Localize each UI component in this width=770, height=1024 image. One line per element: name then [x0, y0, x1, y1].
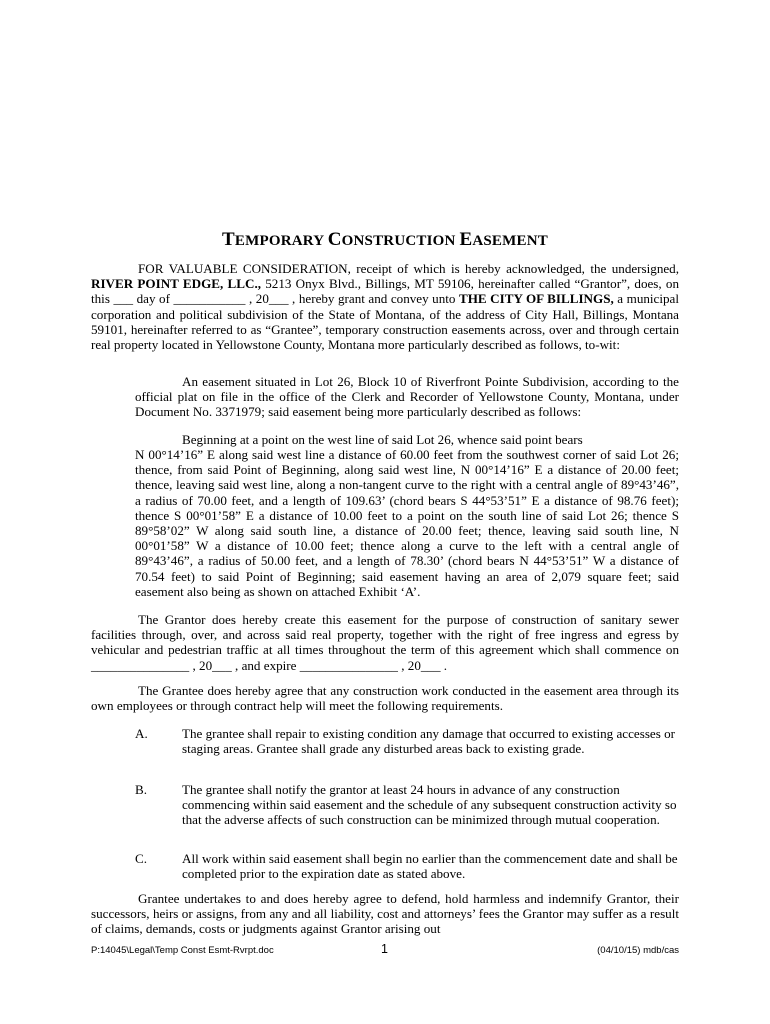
- agreement-paragraph: The Grantee does hereby agree that any construction work conducted in the easement area through its own employees or through contract help will meet the following requirements.: [91, 683, 679, 714]
- requirement-text: The grantee shall notify the grantor at least 24 hours in advance of any construction commencing within said easement and the schedule of any subsequent construction activity so that the adverse affects of such construction can be minimized through mutual cooperation.: [182, 782, 677, 828]
- footer-file-path: P:14045\Legal\Temp Const Esmt-Rvrpt.doc: [91, 945, 274, 956]
- page-footer: [91, 942, 679, 958]
- document-title: [0, 229, 770, 251]
- title-cap: E: [459, 229, 473, 250]
- intro-text: FOR VALUABLE CONSIDERATION, receipt of which is hereby acknowledged, the undersigned,: [138, 261, 679, 276]
- intro-text: 5213 Onyx Blvd., Billings, MT 59106, hereinafter called “Grantor”, does, on this ___ day of ___________ , 20___ , hereby grant and convey unto: [91, 276, 679, 307]
- legal-description-body: N 00°14’16” E along said west line a distance of 60.00 feet from the southwest corner of said Lot 26; thence, from said Point of Beginning, along said west line, N 00°14’16” E a distance of 20.00 feet; thence, leaving said west line, along a non-tangent curve to the right with a central angle of 89°43’46”, a radius of 70.00 feet, and a length of 109.63’ (chord bears S 44°53’51” E a distance of 98.76 feet); thence S 00°01’58” E a distance of 10.00 feet to a point on the south line of said Lot 26; thence S 89°58’02” W along said south line, a distance of 20.00 feet; thence, leaving said south line, N 00°01’58” W a distance of 10.00 feet; thence along a curve to the left with a central angle of 89°43’46”, a radius of 50.00 feet, and a length of 78.30’ (chord bears N 44°53’51” W a distance of 70.54 feet) to said Point of Beginning; said easement having an area of 2,079 square feet; said easement also being as shown on attached Exhibit ‘A’.: [135, 447, 679, 599]
- footer-page-number: 1: [381, 942, 388, 956]
- title-rest: ONSTRUCTION: [341, 233, 456, 249]
- requirement-item: [135, 726, 679, 772]
- requirement-letter: B.: [135, 782, 148, 797]
- grantee-name: THE CITY OF BILLINGS,: [459, 291, 614, 307]
- intro-paragraph: [91, 261, 679, 352]
- indemnity-paragraph: Grantee undertakes to and does hereby agree to defend, hold harmless and indemnify Grantor, their successors, heirs or assigns, from any and all liability, cost and attorneys’ fees the Grantor may suffer as a result of claims, demands, costs or judgments against Grantor arising out: [91, 891, 679, 937]
- title-cap: T: [222, 229, 235, 250]
- legal-description-first-line: Beginning at a point on the west line of said Lot 26, whence said point bears: [182, 432, 583, 447]
- title-rest: EMPORARY: [234, 233, 324, 249]
- footer-date-initials: (04/10/15) mdb/cas: [597, 945, 679, 956]
- title-rest: ASEMENT: [472, 233, 548, 249]
- purpose-paragraph: The Grantor does hereby create this easement for the purpose of construction of sanitary sewer facilities through, over, and across said real property, together with the right of free ingress and egress by vehicular and pedestrian traffic at all times throughout the term of this agreement which shall commence on _______________ , 20___ , and expire _______________ , 20___ .: [91, 612, 679, 673]
- intro-text: a municipal corporation and political subdivision of the State of Montana, of the address of City Hall, Billings, Montana 59101, hereinafter referred to as “Grantee”, temporary construction easements across, over and through certain real property located in Yellowstone County, Montana more particularly described as follows, to-wit:: [91, 291, 679, 353]
- requirement-text: The grantee shall repair to existing condition any damage that occurred to existing accesses or staging areas. Grantee shall grade any disturbed areas back to existing grade.: [182, 726, 676, 757]
- requirement-item: [135, 851, 679, 882]
- requirement-item: [135, 782, 679, 844]
- grantor-name: RIVER POINT EDGE, LLC.,: [91, 276, 261, 292]
- requirement-text: All work within said easement shall begin no earlier than the commencement date and shall be completed prior to the expiration date as stated above.: [182, 851, 678, 882]
- requirement-letter: A.: [135, 726, 148, 741]
- requirement-letter: C.: [135, 851, 148, 866]
- title-cap: C: [327, 229, 342, 250]
- legal-description-intro: An easement situated in Lot 26, Block 10 of Riverfront Pointe Subdivision, according to the official plat on file in the office of the Clerk and Recorder of Yellowstone County, Montana, under Document No. 3371979; said easement being more particularly described as follows:: [135, 374, 679, 420]
